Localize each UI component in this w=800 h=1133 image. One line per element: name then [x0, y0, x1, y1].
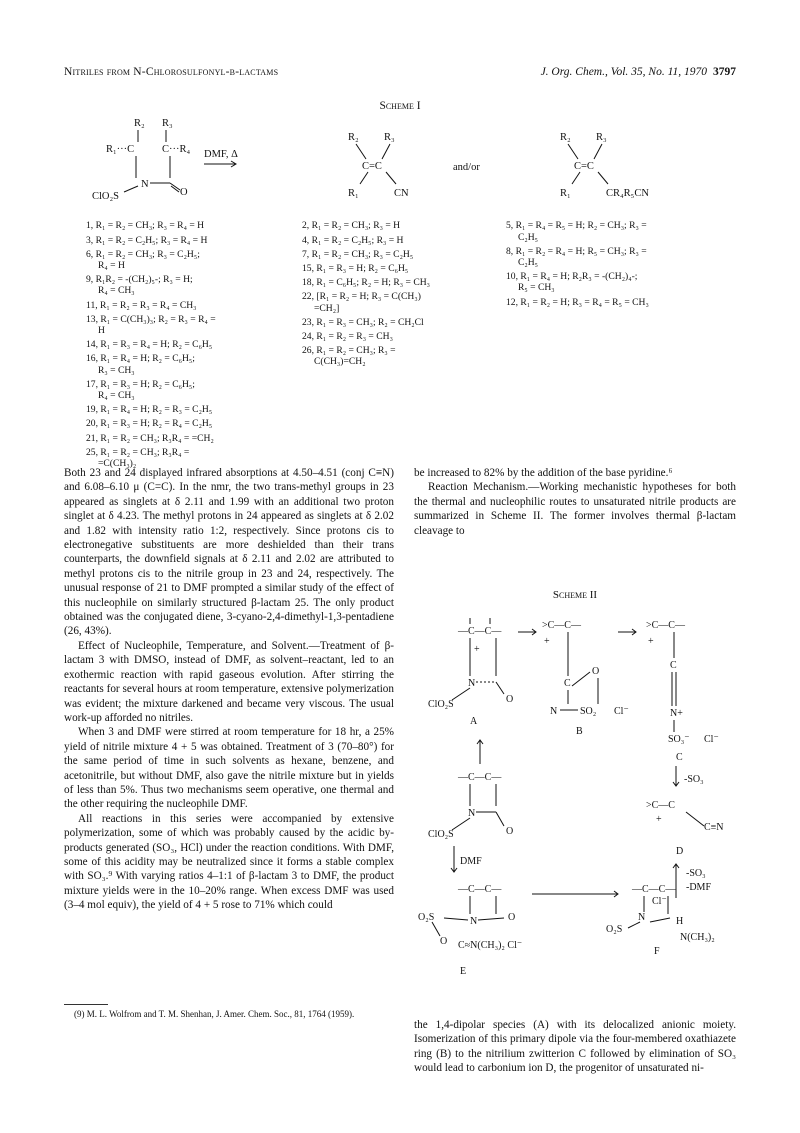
compound-entry: 17, R₁ = R₃ = H; R₂ = C₆H₅; R₄ = CH₃: [86, 378, 195, 402]
label-A: A: [470, 716, 478, 727]
compound-entry: 15, R₁ = R₃ = H; R₂ = C₆H₅: [302, 263, 409, 275]
svg-text:>C—C—: >C—C—: [646, 620, 685, 631]
compound-entry: 6, R₁ = R₂ = CH₃; R₃ = C₂H₅; R₄ = H: [86, 248, 200, 272]
svg-text:—C—C—: —C—C—: [458, 772, 502, 783]
svg-text:N: N: [141, 179, 149, 190]
svg-text:O₂S: O₂S: [418, 912, 435, 923]
svg-text:—C—C—: —C—C—: [458, 884, 502, 895]
paragraph-nucleophile: Effect of Nucleophile, Temperature, and Solvent.—Treatment of β-lactam 3 with DMSO, instead of DMF, as solvent–reactant, led to an exothermic reaction with rapid gaseous evolution. After stirring the reactants for several hours at room temperature, extensive polymerization was evident; the mixture darkened and became very viscous. The usual work-up afforded no nitriles.: [64, 639, 394, 724]
paragraph-mechanism: Reaction Mechanism.—Working mechanistic hypotheses for both the thermal and nucleophilic routes to unsaturated nitrile products are summarized in Scheme II. The former involves thermal β-lactam cleavage to: [414, 481, 736, 537]
footnote: [64, 1009, 394, 1020]
svg-text:H: H: [676, 916, 684, 927]
reagent-dmf-minus: -DMF: [686, 882, 712, 893]
atom-n-plus: N+: [670, 708, 683, 719]
label-B: B: [576, 726, 583, 737]
svg-text:>C—C: >C—C: [646, 800, 675, 811]
scheme-1-list-1: [86, 198, 306, 483]
svg-text:R₁: R₁: [348, 188, 359, 199]
compound-entry: 25, R₁ = R₂ = CH₃; R₃R₄ = =C(CH₃)₂: [86, 446, 190, 470]
svg-text:O: O: [506, 826, 514, 837]
atom-so3: SO₃⁻: [668, 734, 690, 745]
page-number: 3797: [713, 66, 736, 78]
svg-text:>C—C—: >C—C—: [542, 620, 581, 631]
paragraph-dipole: the 1,4-dipolar species (A) with its delocalized anionic moiety. Isomerization of this primary dipole via the four-membered oxathiazete ring (B) to the nitrilium zwitterion C followed by elimination of SO₃ would lead to carbonium ion D, the progenitor of unsaturated ni-: [414, 1019, 736, 1075]
svg-text:R₂: R₂: [134, 118, 145, 129]
scheme-1-list-3: [506, 198, 746, 322]
compound-entry: 26, R₁ = R₂ = CH₃; R₃ = C(CH₃)=CH₂: [302, 345, 396, 368]
svg-text:Cl⁻: Cl⁻: [704, 734, 719, 745]
svg-text:CR₄R₅CN: CR₄R₅CN: [606, 188, 649, 199]
svg-text:N: N: [470, 916, 478, 927]
label-F: F: [654, 946, 660, 957]
svg-text:C≈N(CH₃)₂ Cl⁻: C≈N(CH₃)₂ Cl⁻: [458, 940, 523, 951]
reagent-so3-1: -SO₃: [684, 774, 704, 785]
compound-entry: 22, [R₁ = R₂ = H; R₃ = C(CH₃) =CH₂]: [302, 291, 421, 314]
svg-text:R₂: R₂: [560, 132, 571, 143]
svg-text:ClO₂S: ClO₂S: [428, 829, 454, 840]
right-column-top: [414, 466, 736, 538]
svg-text:+: +: [474, 644, 480, 655]
svg-text:—C—C—: —C—C—: [632, 884, 676, 895]
svg-text:N(CH₃)₂: N(CH₃)₂: [680, 932, 715, 943]
scheme-2-mechanism: [414, 602, 744, 977]
reagent-dmf: DMF: [460, 856, 482, 867]
atom-cl: Cl⁻: [614, 706, 629, 717]
svg-text:C: C: [670, 660, 677, 671]
svg-text:R₃: R₃: [384, 132, 395, 143]
svg-text:C≡N: C≡N: [704, 822, 724, 833]
paragraph-nmr: Both 23 and 24 displayed infrared absorptions at 4.50–4.51 (conj C≡N) and 6.08–6.10 μ (C=C). In the nmr, the two trans-methyl groups in 23 appeared as singlets at δ 2.11 and 1.99 with an additional two proton singlet at δ 4.23. The methyl protons in 24 appeared as singlets at δ 2.02 and 1.82 with intensity ratio 1:2, respectively. Since protons cis to electronegative substituents are more deshielded than their trans counterparts, the downfield signals at δ 2.11 and 2.02 are attributed to methyl protons cis to the nitrile group in 23 and 24, respectively. The unusual response of 21 to DMF prompted a similar study of the effect of this nucleophile on similarly structured β-lactam 25. The only product obtained was the conjugated diene, 3-cyano-2,4-dimethyl-1,3-pentadiene (26, 43%).: [64, 467, 394, 638]
left-column-text: [64, 466, 394, 913]
compound-entry: 20, R₁ = R₃ = H; R₂ = R₄ = C₂H₅: [86, 418, 213, 430]
svg-text:C=C: C=C: [362, 161, 382, 172]
label-D: D: [676, 846, 684, 857]
journal-citation: J. Org. Chem., Vol. 35, No. 11, 1970: [540, 66, 707, 78]
compound-entry: 5, R₁ = R₄ = R₅ = H; R₂ = CH₃; R₃ = C₂H₅: [506, 220, 647, 243]
svg-text:+: +: [648, 636, 654, 647]
compound-entry: 7, R₁ = R₂ = CH₃; R₃ = C₂H₅: [302, 248, 414, 260]
svg-text:C=C: C=C: [574, 161, 594, 172]
footnote-rule: [64, 1004, 108, 1005]
footnote-9: (9) M. L. Wolfrom and T. M. Shenhan, J. Amer. Chem. Soc., 81, 1764 (1959).: [74, 1009, 355, 1019]
compound-entry: 4, R₁ = R₂ = C₂H₅; R₃ = H: [302, 234, 404, 246]
compound-entry: 14, R₁ = R₃ = R₄ = H; R₂ = C₆H₅: [86, 339, 213, 351]
compound-entry: 8, R₁ = R₂ = R₄ = H; R₅ = CH₃; R₃ = C₂H₅: [506, 245, 647, 269]
scheme-1-structures: [86, 112, 726, 207]
scheme-2-title: Scheme II: [552, 589, 598, 601]
compound-entry: 23, R₁ = R₃ = CH₃; R₂ = CH₂Cl: [302, 316, 424, 328]
compound-entry: 19, R₁ = R₄ = H; R₂ = R₃ = C₂H₅: [86, 404, 213, 416]
reagent-so3-2: -SO₃: [686, 868, 706, 879]
compound-entry: 11, R₁ = R₂ = R₃ = R₄ = CH₃: [86, 299, 197, 311]
svg-text:R₁···C: R₁···C: [106, 144, 135, 155]
right-column-bottom: [414, 1018, 736, 1076]
label-C: C: [676, 752, 683, 763]
compound-entry: 16, R₁ = R₄ = H; R₂ = C₆H₅; R₃ = CH₃: [86, 353, 195, 376]
svg-text:CN: CN: [394, 188, 409, 199]
compound-entry: 18, R₁ = C₆H₅; R₂ = H; R₃ = CH₃: [302, 277, 430, 289]
running-header-title: Nitriles from N-Chlorosulfonyl-β-lactams: [64, 66, 279, 78]
compound-entry: 24, R₁ = R₂ = R₃ = CH₃: [302, 331, 393, 343]
svg-text:Cl⁻: Cl⁻: [652, 896, 667, 907]
compound-entry: 12, R₁ = R₂ = H; R₃ = R₄ = R₅ = CH₃: [506, 296, 649, 308]
svg-text:ClO₂S: ClO₂S: [428, 699, 454, 710]
compound-entry: 2, R₁ = R₂ = CH₃; R₃ = H: [302, 220, 401, 232]
paragraph-pyridine: be increased to 82% by the addition of the base pyridine.⁶: [414, 467, 673, 479]
svg-text:N: N: [468, 678, 476, 689]
svg-text:N: N: [638, 912, 646, 923]
scheme-1-title: Scheme I: [379, 100, 421, 112]
svg-text:+: +: [656, 814, 662, 825]
svg-text:O₂S: O₂S: [606, 924, 623, 935]
svg-text:O: O: [508, 912, 516, 923]
svg-text:N: N: [468, 808, 476, 819]
svg-text:O: O: [440, 936, 448, 947]
svg-text:O: O: [592, 666, 600, 677]
label-E: E: [460, 966, 467, 977]
compound-entry: 1, R₁ = R₂ = CH₃; R₃ = R₄ = H: [86, 220, 205, 232]
svg-text:N: N: [550, 706, 558, 717]
atom-so2: SO₂: [580, 706, 597, 717]
running-header-journal: [541, 66, 736, 78]
svg-text:ClO₂S: ClO₂S: [92, 191, 120, 202]
compound-entry: 21, R₁ = R₂ = CH₃; R₃R₄ = =CH₂: [86, 432, 214, 444]
svg-text:R₃: R₃: [596, 132, 607, 143]
compound-entry: 9, R₁R₂ = -(CH₂)₅-; R₃ = H; R₄ = CH₃: [86, 274, 193, 297]
svg-text:R₂: R₂: [348, 132, 359, 143]
paragraph-polymerization: All reactions in this series were accompanied by extensive polymerization, some of which was probably caused by the acidic by-products generated (SO₃, HCl) under the reaction conditions. With DMF, some of this acidity may be neutralized since it forms a stable complex with SO₃.⁹ With varying ratios 4–1:1 of β-lactam 3 to DMF, the product mixture yields were in the 10–20% range. When excess DMF was used (3–4 mol equiv), the yield of 4 + 5 rose to 71% which could: [64, 812, 394, 912]
svg-text:O: O: [506, 694, 514, 705]
scheme-1-list-2: [302, 198, 502, 382]
svg-text:R₁: R₁: [560, 188, 571, 199]
scheme-1-reagent: DMF, Δ: [204, 149, 238, 160]
scheme-1-andor: and/or: [453, 162, 480, 173]
svg-text:C···R₄: C···R₄: [162, 144, 191, 155]
compound-entry: 13, R₁ = C(CH₃)₃; R₂ = R₃ = R₄ = H: [86, 313, 216, 337]
svg-text:C: C: [564, 678, 571, 689]
svg-text:O: O: [180, 187, 188, 198]
paragraph-dmf-room-temp: When 3 and DMF were stirred at room temperature for 18 hr, a 25% yield of nitrile mixture 4 + 5 was obtained. Treatment of 3 (70–80°) for the same period of time in such solvents as hexane, benzene, and acetonitrile, but without DMF, also gave the nitrile mixture but in yields of less than 5%. Thus two mechanisms seem operative, one thermal and the other requiring the nucleophile DMF.: [64, 726, 394, 811]
compound-entry: 10, R₁ = R₄ = H; R₂R₃ = -(CH₂)₄-; R₅ = CH₃: [506, 271, 638, 294]
svg-text:—C—C—: —C—C—: [458, 626, 502, 637]
compound-entry: 3, R₁ = R₂ = C₂H₅; R₃ = R₄ = H: [86, 234, 208, 246]
svg-text:R₃: R₃: [162, 118, 173, 129]
svg-text:+: +: [544, 636, 550, 647]
